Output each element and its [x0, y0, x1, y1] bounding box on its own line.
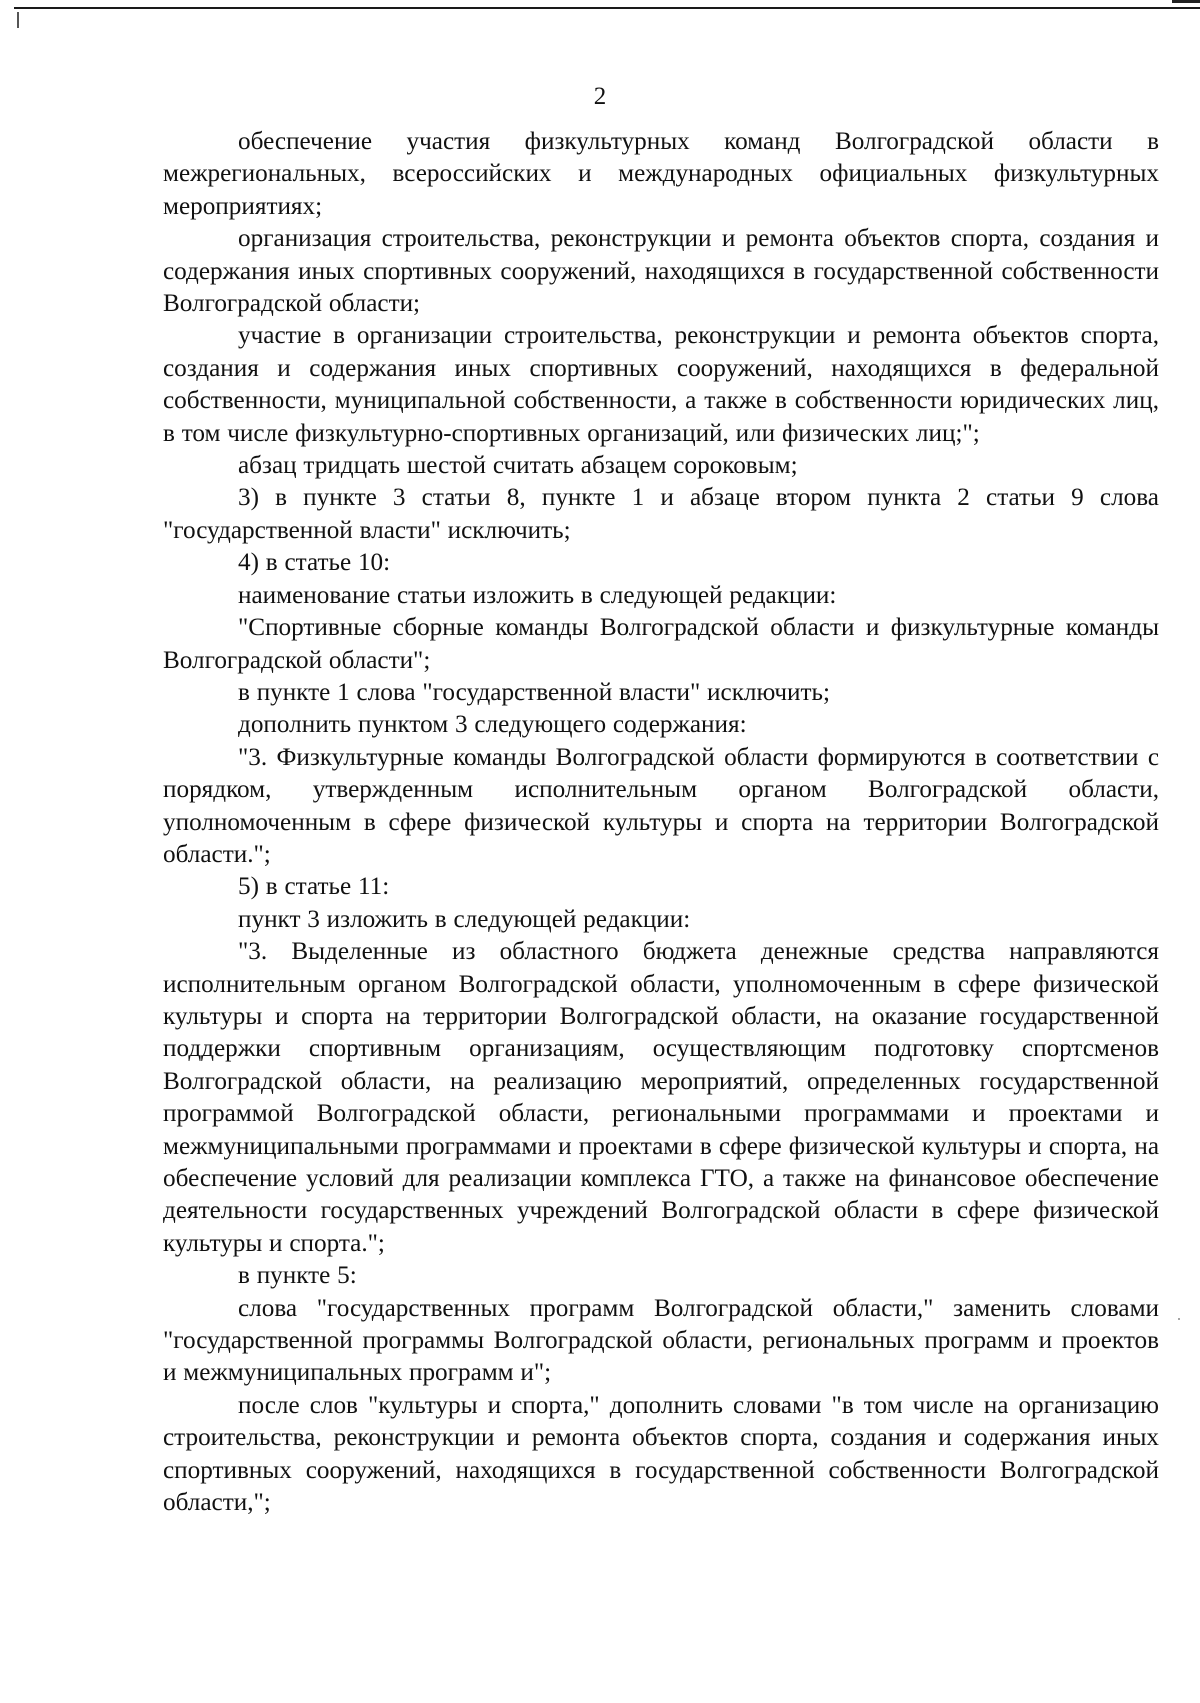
document-body — [163, 126, 1159, 1519]
paragraph: организация строительства, реконструкции и ремонта объектов спорта, создания и содержания иных спортивных сооружений, находящихся в государственной собственности Волгоградской области; — [163, 225, 1159, 318]
paragraph: "3. Выделенные из областного бюджета денежные средства направляются исполнительным органом Волгоградской области, уполномоченным в сфере физической культуры и спорта на территории Волгоградской области, на оказание государственной поддержки спортивным организациям, осуществляющим подготовку спортсменов Волгоградской области, на реализацию мероприятий, определенных государственной программой Волгоградской области, региональными программами и проектами и межмуниципальными программами и проектами в сфере физической культуры и спорта, на обеспечение условий для реализации комплекса ГТО, а также на финансовое обеспечение деятельности государственных учреждений Волгоградской области в сфере физической культуры и спорта."; — [163, 938, 1159, 1257]
paragraph: 3) в пункте 3 статьи 8, пункте 1 и абзаце втором пункта 2 статьи 9 слова "государственной власти" исключить; — [163, 484, 1159, 544]
paragraph: слова "государственных программ Волгоградской области," заменить словами "государственной программы Волгоградской области, региональных программ и проектов и межмуниципальных программ и"; — [163, 1294, 1159, 1387]
page-number: 2 — [593, 83, 607, 110]
scan-top-edge-line — [14, 7, 1200, 9]
paragraph: 5) в статье 11: — [238, 873, 390, 901]
scan-corner-mark — [1172, 0, 1200, 13]
paragraph: наименование статьи изложить в следующей редакции: — [238, 581, 837, 609]
paragraph: абзац тридцать шестой считать абзацем сороковым; — [238, 452, 798, 480]
paragraph: дополнить пунктом 3 следующего содержания: — [238, 711, 747, 739]
paragraph: в пункте 1 слова "государственной власти" исключить; — [238, 678, 831, 706]
paragraph: 4) в статье 10: — [238, 549, 391, 577]
paragraph: "3. Физкультурные команды Волгоградской области формируются в соответствии с порядком, утвержденным исполнительным органом Волгоградской области, уполномоченным в сфере физической культуры и спорта на территории Волгоградской области."; — [163, 743, 1159, 868]
paragraph: "Спортивные сборные команды Волгоградской области и физкультурные команды Волгоградской области"; — [163, 614, 1159, 674]
paragraph: пункт 3 изложить в следующей редакции: — [238, 905, 691, 933]
scan-edge-mark — [17, 12, 19, 28]
paragraph: в пункте 5: — [238, 1262, 357, 1290]
paragraph: участие в организации строительства, реконструкции и ремонта объектов спорта, создания и содержания иных спортивных сооружений, находящихся в федеральной собственности, муниципальной собственности, а также в собственности юридических лиц, в том числе физкультурно-спортивных организаций, или физических лиц;"; — [163, 322, 1159, 447]
paragraph: обеспечение участия физкультурных команд Волгоградской области в межрегиональных, всероссийских и международных официальных физкультурных мероприятиях; — [163, 128, 1159, 220]
scan-speck — [1178, 1318, 1180, 1320]
paragraph: после слов "культуры и спорта," дополнить словами "в том числе на организацию строительства, реконструкции и ремонта объектов спорта, создания и содержания иных спортивных сооружений, находящихся в государственной собственности Волгоградской области,"; — [163, 1391, 1159, 1517]
